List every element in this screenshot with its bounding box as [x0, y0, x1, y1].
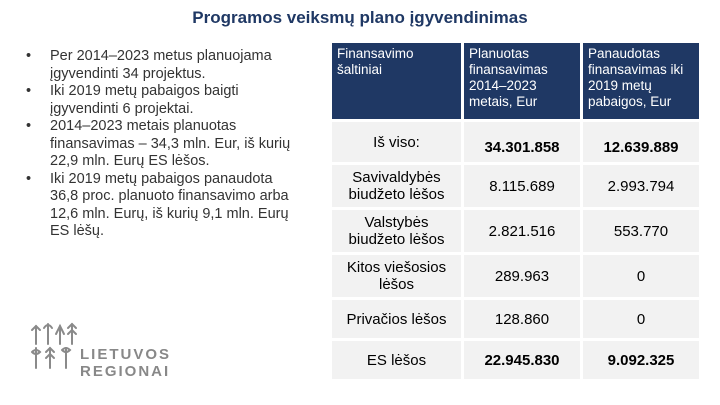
logo-line1: LIETUVOS [80, 346, 172, 363]
row-label: ES lėšos [332, 341, 461, 379]
page-title: Programos veiksmų plano įgyvendinimas [192, 8, 528, 27]
cell-planned: 34.301.858 [464, 122, 580, 162]
table-row [332, 122, 699, 162]
cell-used: 0 [583, 300, 699, 338]
row-label: Kitos viešosios lėšos [332, 255, 461, 297]
bullet-item: • Iki 2019 metų pabaigos panaudota 36,8 proc. planuoto finansavimo arba 12,6 mln. Eurų, iš kurių 9,1 mln. Eurų ES lėšų. [26, 171, 298, 241]
row-label: Iš viso: [332, 122, 461, 162]
cell-used: 12.639.889 [583, 122, 699, 162]
table-row [332, 210, 699, 252]
header-planned-financing: Planuotas finansavimas 2014–2023 metais, Eur [464, 43, 580, 119]
row-label: Privačios lėšos [332, 300, 461, 338]
logo-text [80, 346, 171, 380]
cell-used: 553.770 [583, 210, 699, 252]
cell-used: 9.092.325 [583, 341, 699, 379]
cell-planned: 2.821.516 [464, 210, 580, 252]
table-row [332, 300, 699, 338]
summary-bullet-list [26, 48, 298, 241]
cell-planned: 22.945.830 [464, 341, 580, 379]
bullet-item: • Per 2014–2023 metus planuojama įgyvendinti 34 projektus. [26, 48, 298, 83]
table-row [332, 165, 699, 207]
cell-planned: 128.860 [464, 300, 580, 338]
cell-planned: 8.115.689 [464, 165, 580, 207]
header-used-financing: Panaudotas finansavimas iki 2019 metų pabaigos, Eur [583, 43, 699, 119]
table-row [332, 341, 699, 379]
financing-table [329, 40, 702, 382]
table-header-row [332, 43, 699, 119]
row-label: Savivaldybės biudžeto lėšos [332, 165, 461, 207]
bullet-item: • Iki 2019 metų pabaigos baigti įgyvendinti 6 projektai. [26, 83, 298, 118]
cell-used: 2.993.794 [583, 165, 699, 207]
header-financing-sources: Finansavimo šaltiniai [332, 43, 461, 119]
row-label: Valstybės biudžeto lėšos [332, 210, 461, 252]
bullet-item: • 2014–2023 metais planuotas finansavimas – 34,3 mln. Eur, iš kurių 22,9 mln. Eurų ES lėšos. [26, 118, 298, 171]
logo-line2: REGIONAI [80, 363, 171, 380]
table-row [332, 255, 699, 297]
cell-used: 0 [583, 255, 699, 297]
cell-planned: 289.963 [464, 255, 580, 297]
